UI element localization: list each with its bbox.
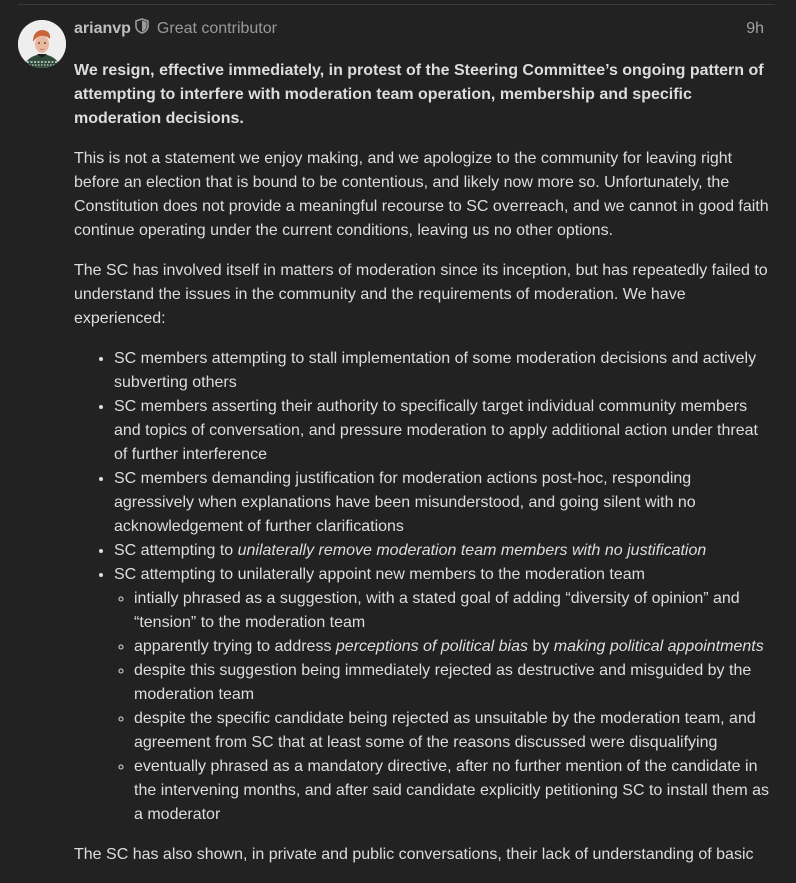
sub-list-item-text: apparently trying to address [134,638,336,655]
grievance-list [74,347,770,827]
emphasis-text: making political appointments [553,638,764,655]
list-item-text: SC attempting to unilaterally appoint new members to the moderation team [114,566,645,583]
lead-paragraph: We resign, effective immediately, in protest of the Steering Committee’s ongoing pattern of attempting to interfere with moderation team operation, membership and specific moderation decisions. [74,62,764,127]
list-item [114,539,770,563]
post-header [74,18,764,40]
paragraph: The SC has involved itself in matters of moderation since its inception, but has repeatedly failed to understand the issues in the community and the requirements of moderation. We have experienced: [74,262,768,327]
list-item: • SC members attempting to stall implementation of some moderation decisions and actively subverting others [114,347,770,395]
sub-list-item-text: by [528,638,554,655]
sub-list-item: ◦ intially phrased as a suggestion, with a stated goal of adding “diversity of opinion” and “tension” to the moderation team [134,587,770,635]
list-item [114,563,770,827]
sub-list-item: ◦ eventually phrased as a mandatory directive, after no further mention of the candidate in the intervening months, and after said candidate explicitly petitioning SC to install them as a moderator [134,755,770,827]
paragraph: The SC has also shown, in private and public conversations, their lack of understanding of basic [74,846,754,863]
sub-list-item: ◦ despite the specific candidate being rejected as unsuitable by the moderation team, and agreement from SC that at least some of the reasons discussed were disqualifying [134,707,770,755]
avatar-image [18,20,66,68]
user-avatar[interactable] [18,20,66,68]
moderator-shield-icon [135,18,149,34]
post-body [74,59,770,883]
username-link[interactable]: arianvp [74,20,131,37]
list-item-text: SC attempting to [114,542,238,559]
post-date[interactable]: 9h [746,20,764,37]
paragraph: This is not a statement we enjoy making, and we apologize to the community for leaving right before an election that is bound to be contentious, and likely now more so. Unfortunately, the Constitution does not provide a meaningful recourse to SC overreach, and we cannot in good faith continue operating under the current conditions, leaving us no other options. [74,150,769,239]
emphasis-text: unilaterally remove moderation team members with no justification [237,542,707,559]
sub-list-item [134,635,770,659]
post-divider [18,4,775,5]
emphasis-text: perceptions of political bias [335,638,528,655]
user-title: Great contributor [156,20,277,37]
list-item: • SC members demanding justification for moderation actions post-hoc, responding agressively when explanations have been misunderstood, and going silent with no acknowledgement of further clarifications [114,467,770,539]
sub-list [114,587,770,827]
sub-list-item: ◦ despite this suggestion being immediately rejected as destructive and misguided by the moderation team [134,659,770,707]
list-item: • SC members asserting their authority to specifically target individual community members and topics of conversation, and pressure moderation to apply additional action under threat of further interference [114,395,770,467]
